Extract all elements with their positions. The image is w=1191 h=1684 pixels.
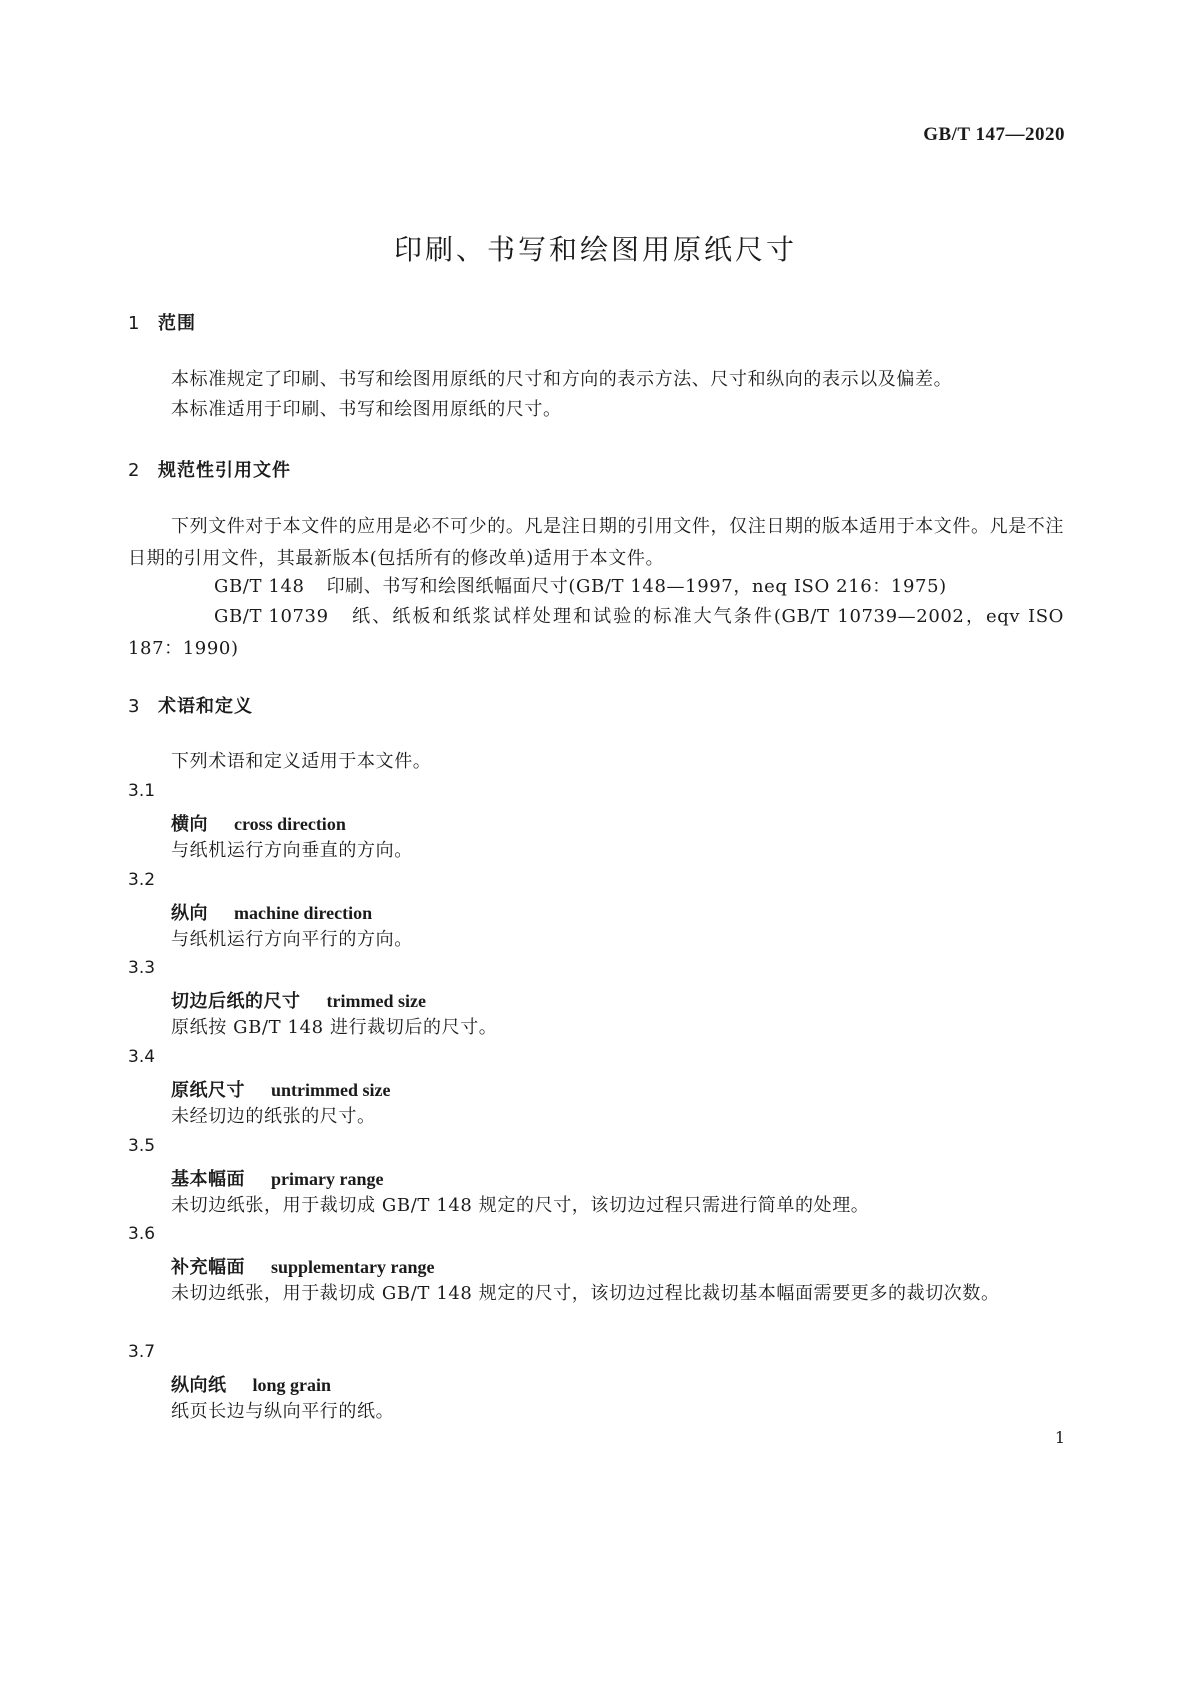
term-number: 3.7	[128, 1342, 156, 1362]
term-definition: 与纸机运行方向平行的方向。	[171, 929, 413, 950]
reference-code: GB/T 10739	[214, 606, 329, 627]
page-number: 1	[1054, 1428, 1065, 1447]
term-en: cross direction	[234, 814, 346, 834]
term-zh: 补充幅面	[171, 1257, 245, 1278]
term-zh: 横向	[171, 814, 208, 835]
section-heading-scope	[128, 309, 196, 335]
term-number: 3.2	[128, 870, 156, 890]
section-number: 3	[128, 696, 141, 717]
term-zh: 基本幅面	[171, 1169, 245, 1190]
reference-title: 印刷、书写和绘图纸幅面尺寸(GB/T 148—1997，neq ISO 216：1975)	[326, 576, 947, 597]
terms-intro: 下列术语和定义适用于本文件。	[171, 751, 432, 772]
reference-title: 纸、纸板和纸浆试样处理和试验的标准大气条件(GB/T 10739—2002，eqv ISO 187：1990)	[128, 606, 1064, 659]
term-zh: 纵向	[171, 903, 208, 924]
term-zh: 原纸尺寸	[171, 1080, 245, 1101]
term-number: 3.6	[128, 1224, 156, 1244]
references-intro: 下列文件对于本文件的应用是必不可少的。凡是注日期的引用文件，仅注日期的版本适用于本文件。凡是不注日期的引用文件，其最新版本(包括所有的修改单)适用于本文件。	[128, 516, 1064, 569]
term-definition: 未经切边的纸张的尺寸。	[171, 1106, 376, 1127]
term-number: 3.5	[128, 1136, 156, 1156]
term-definition: 纸页长边与纵向平行的纸。	[171, 1401, 395, 1422]
section-heading-references	[128, 456, 291, 482]
document-title: 印刷、书写和绘图用原纸尺寸	[393, 233, 797, 266]
term-heading	[171, 987, 426, 1013]
section-title: 范围	[158, 313, 196, 334]
section-number: 1	[128, 313, 141, 334]
reference-item	[128, 601, 1064, 665]
term-heading	[171, 1253, 435, 1279]
standard-code: GB/T 147—2020	[923, 124, 1065, 145]
term-definition: 未切边纸张，用于裁切成 GB/T 148 规定的尺寸，该切边过程比裁切基本幅面需要更多的裁切次数。	[171, 1283, 1000, 1304]
term-definition: 与纸机运行方向垂直的方向。	[171, 840, 413, 861]
term-number: 3.1	[128, 781, 156, 801]
term-en: long grain	[252, 1375, 332, 1395]
term-zh: 切边后纸的尺寸	[171, 991, 301, 1012]
term-heading	[171, 1371, 331, 1397]
section-number: 2	[128, 460, 141, 481]
section-heading-terms	[128, 692, 253, 718]
reference-item	[128, 571, 1064, 603]
section-title: 规范性引用文件	[158, 460, 291, 481]
term-number: 3.4	[128, 1047, 156, 1067]
term-en: untrimmed size	[271, 1080, 391, 1100]
term-heading	[171, 810, 346, 836]
term-number: 3.3	[128, 958, 156, 978]
section-title: 术语和定义	[158, 696, 253, 717]
term-definition: 原纸按 GB/T 148 进行裁切后的尺寸。	[171, 1017, 498, 1038]
term-en: machine direction	[234, 903, 373, 923]
term-heading	[171, 1165, 383, 1191]
term-en: supplementary range	[271, 1257, 435, 1277]
term-zh: 纵向纸	[171, 1375, 227, 1396]
term-definition: 未切边纸张，用于裁切成 GB/T 148 规定的尺寸，该切边过程只需进行简单的处理。	[171, 1195, 870, 1216]
scope-paragraph: 本标准适用于印刷、书写和绘图用原纸的尺寸。	[171, 399, 562, 420]
scope-paragraph: 本标准规定了印刷、书写和绘图用原纸的尺寸和方向的表示方法、尺寸和纵向的表示以及偏差。	[171, 369, 953, 390]
term-en: primary range	[271, 1169, 384, 1189]
term-heading	[171, 899, 372, 925]
term-heading	[171, 1076, 390, 1102]
reference-code: GB/T 148	[214, 576, 305, 597]
term-en: trimmed size	[326, 991, 426, 1011]
